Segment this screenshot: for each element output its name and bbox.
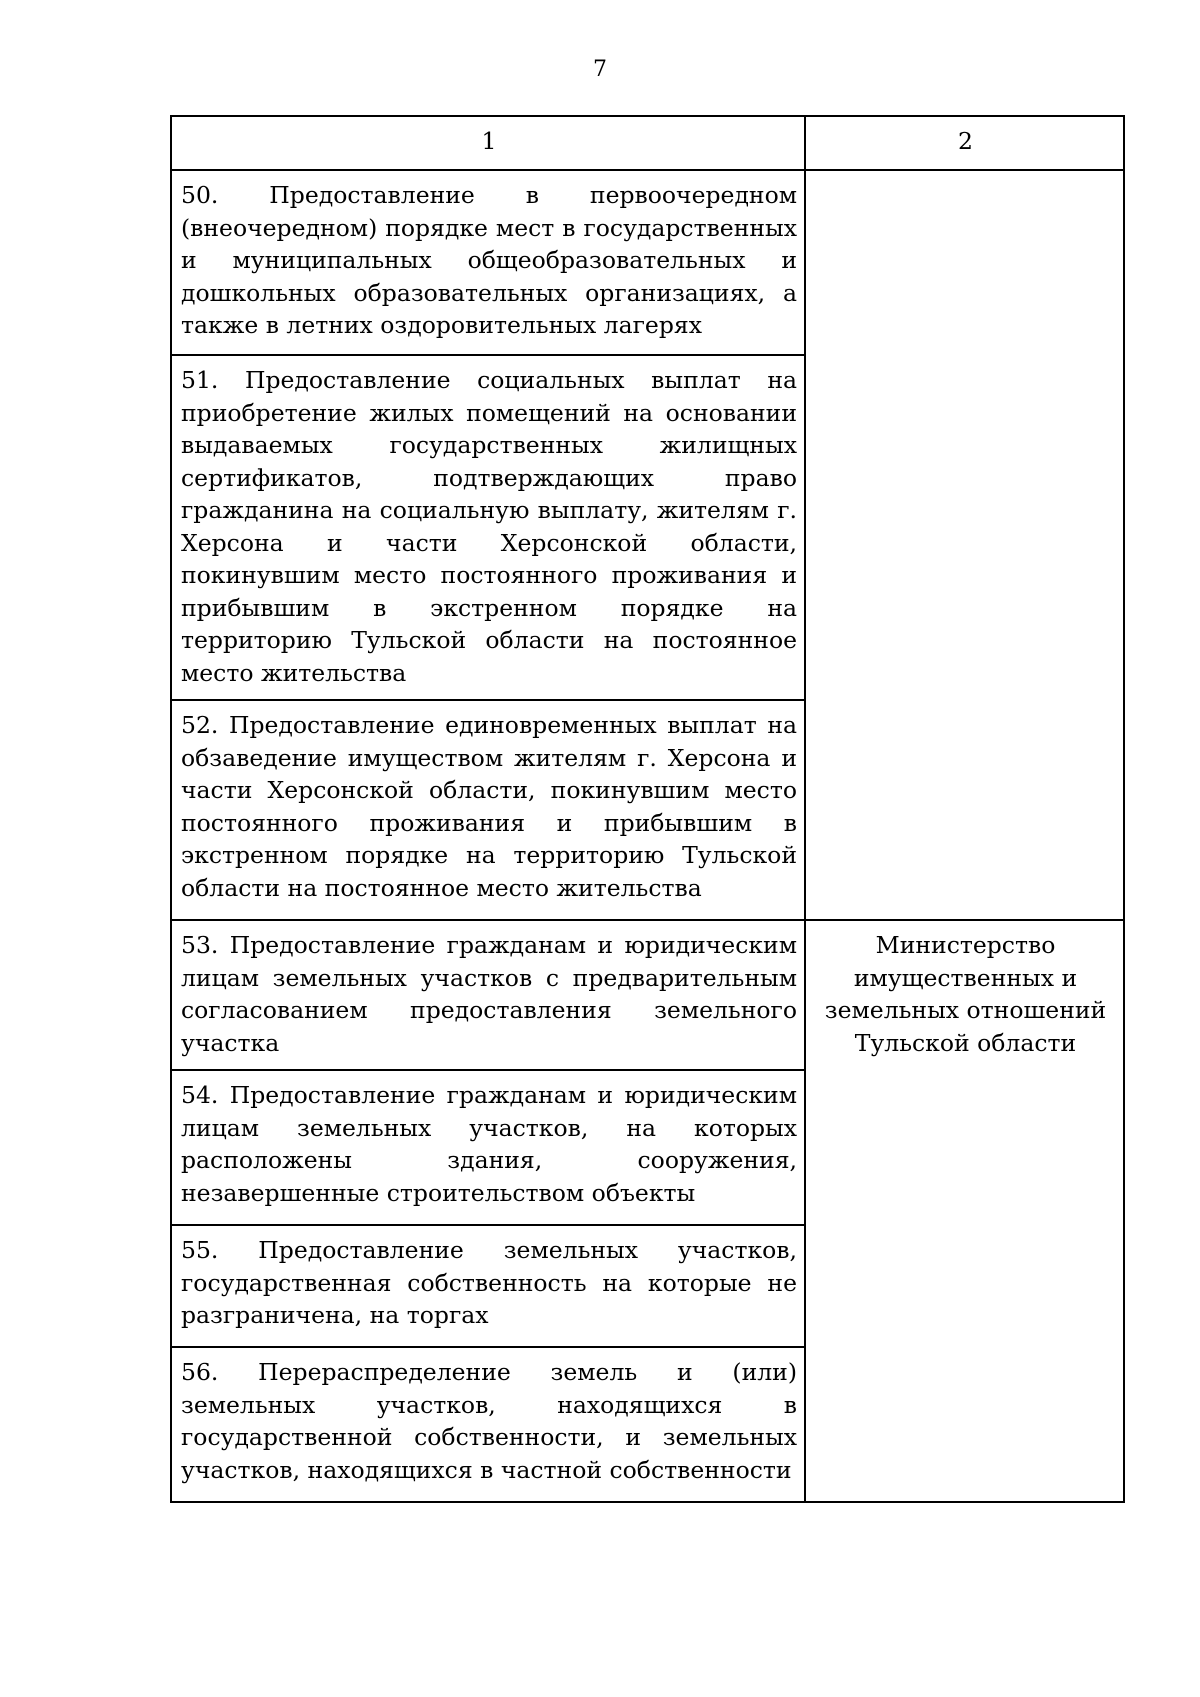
services-table bbox=[170, 115, 1125, 1503]
table-row bbox=[171, 170, 1124, 355]
table-row bbox=[171, 920, 1124, 1070]
service-item-52: 52. Предоставление единовременных выплат на обзаведение имуществом жителям г. Херсона и части Херсонской области, покинувшим место постоянного проживания и прибывшим в экстренном порядке на территорию Тульской области на постоянное место жительства bbox=[171, 700, 805, 920]
responsible-body-cell-empty bbox=[805, 170, 1124, 920]
service-item-53: 53. Предоставление гражданам и юридическим лицам земельных участков с предварительным согласованием предоставления земельного участка bbox=[171, 920, 805, 1070]
page-number: 7 bbox=[593, 57, 607, 82]
column-header-2: 2 bbox=[805, 116, 1124, 170]
responsible-body-cell: Министерство имущественных и земельных отношений Тульской области bbox=[805, 920, 1124, 1502]
service-item-55: 55. Предоставление земельных участков, государственная собственность на которые не разграничена, на торгах bbox=[171, 1225, 805, 1347]
service-item-51: 51. Предоставление социальных выплат на приобретение жилых помещений на основании выдаваемых государственных жилищных сертификатов, подтверждающих право гражданина на социальную выплату, жителям г. Херсона и части Херсонской области, покинувшим место постоянного проживания и прибывшим в экстренном порядке на территорию Тульской области на постоянное место жительства bbox=[171, 355, 805, 700]
column-header-1: 1 bbox=[171, 116, 805, 170]
table-header-row bbox=[171, 116, 1124, 170]
service-item-50: 50. Предоставление в первоочередном (внеочередном) порядке мест в государственных и муниципальных общеобразовательных и дошкольных образовательных организациях, а также в летних оздоровительных лагерях bbox=[171, 170, 805, 355]
service-item-54: 54. Предоставление гражданам и юридическим лицам земельных участков, на которых расположены здания, сооружения, незавершенные строительством объекты bbox=[171, 1070, 805, 1225]
service-item-56: 56. Перераспределение земель и (или) земельных участков, находящихся в государственной собственности, и земельных участков, находящихся в частной собственности bbox=[171, 1347, 805, 1502]
